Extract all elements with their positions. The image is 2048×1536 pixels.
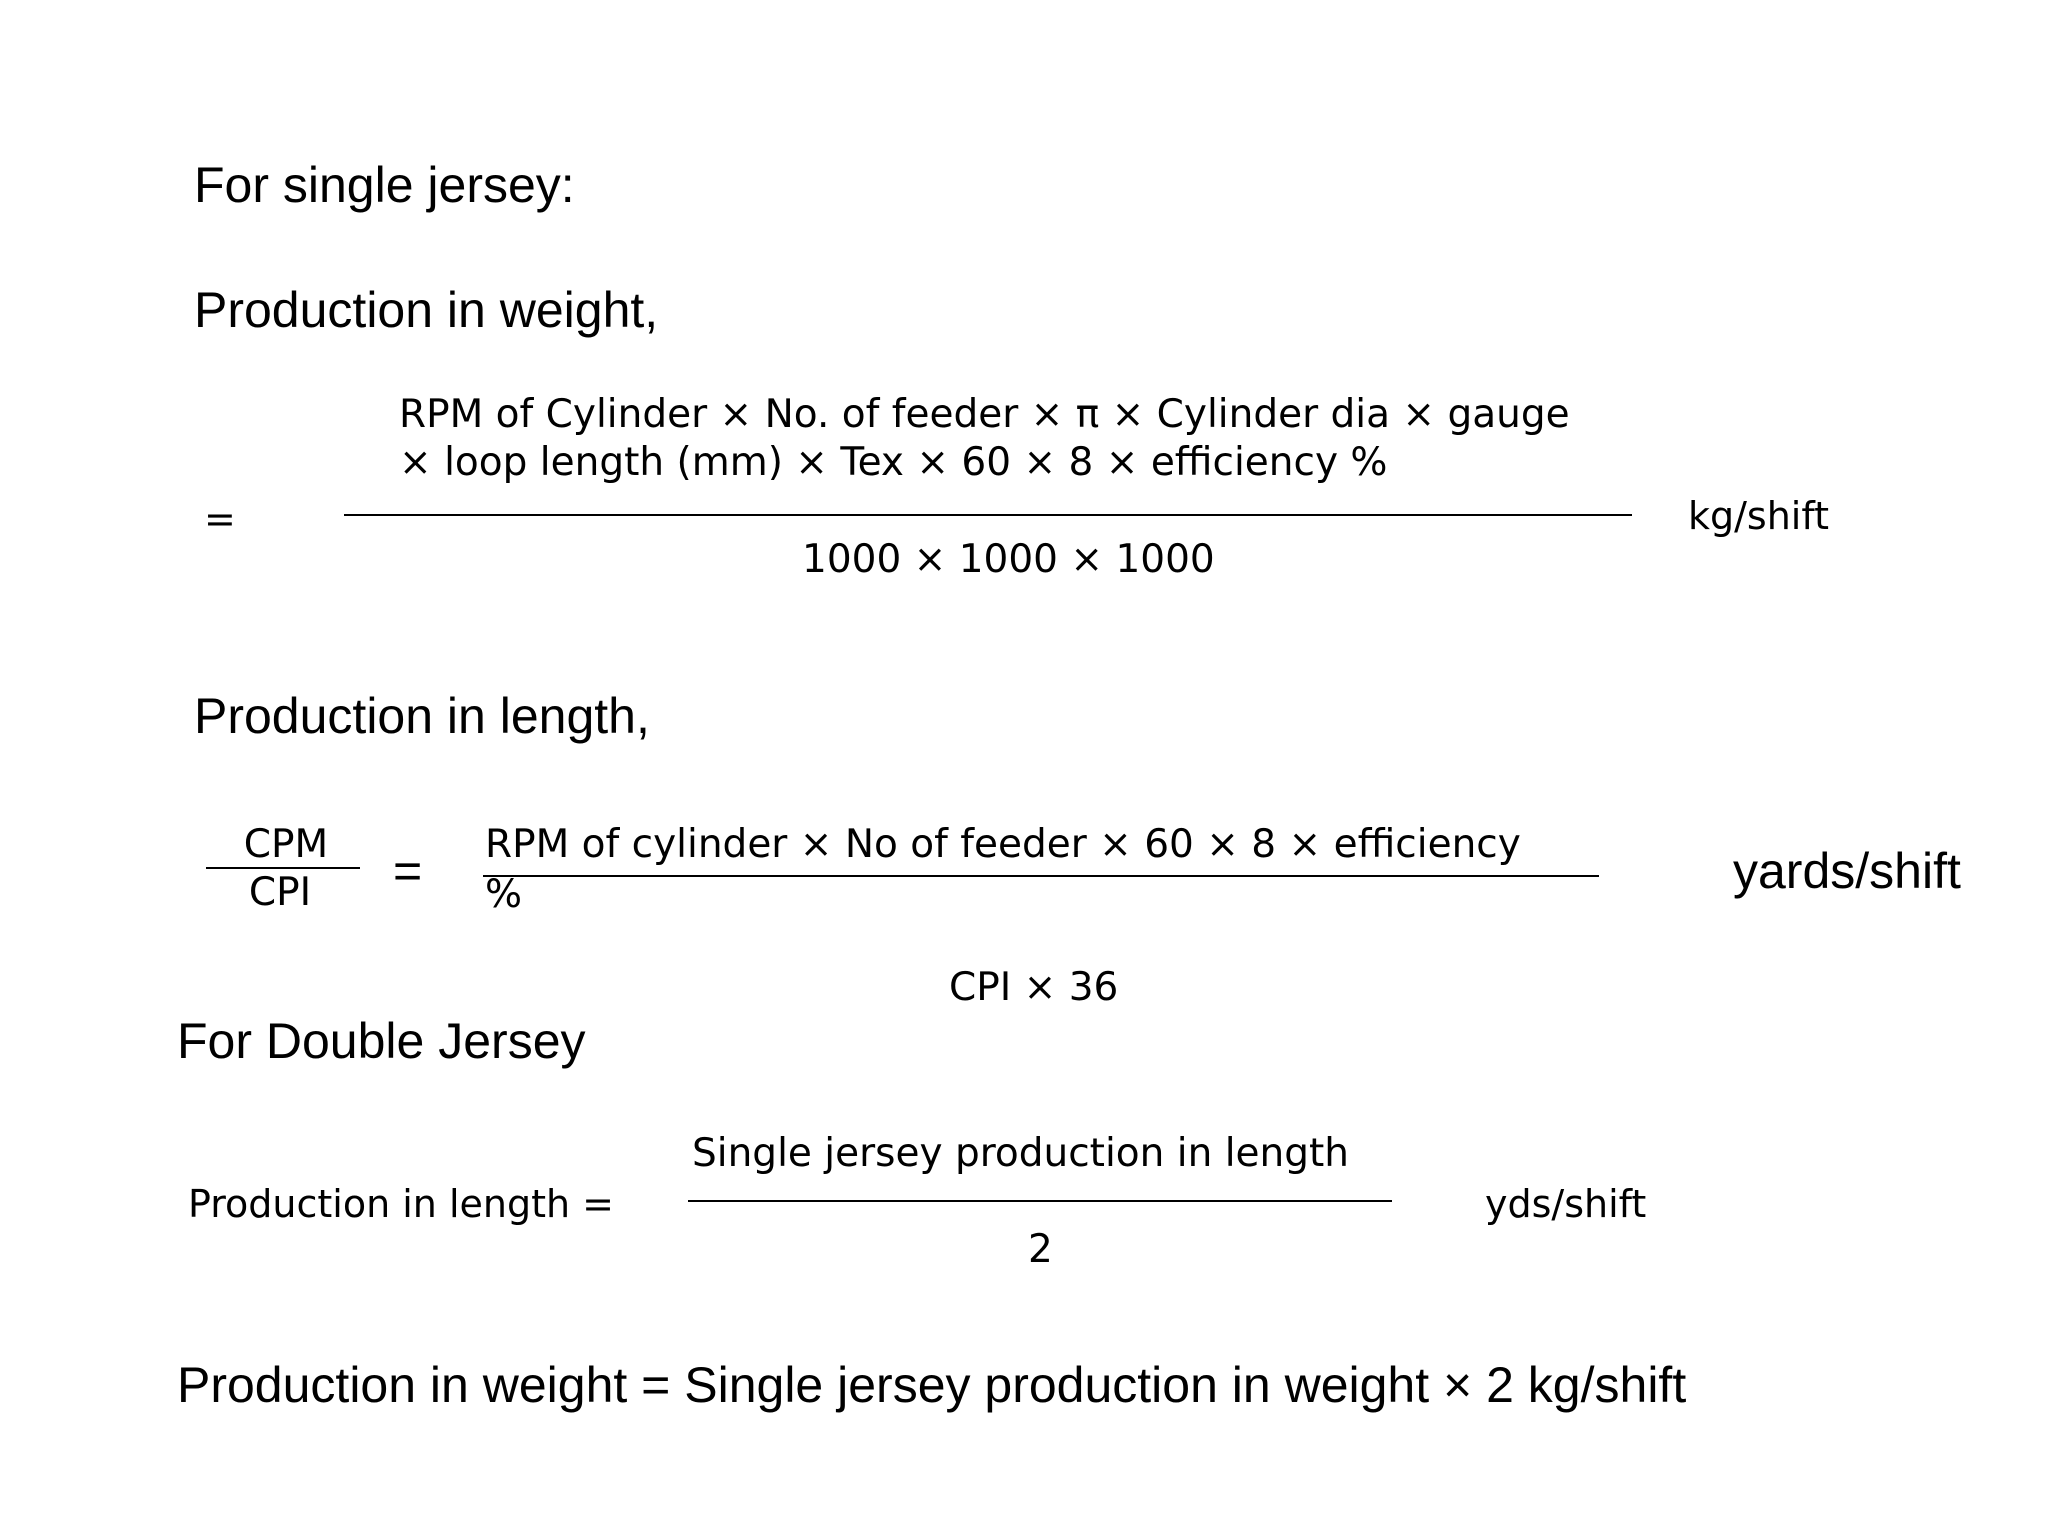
length-fraction-bar xyxy=(483,875,1599,877)
weight-numerator-line2: × loop length (mm) × Tex × 60 × 8 × efficiency % xyxy=(399,440,1388,485)
double-denominator: 2 xyxy=(1028,1227,1053,1272)
length-unit: yards/shift xyxy=(1733,843,1961,899)
single-jersey-heading: For single jersey: xyxy=(194,157,575,213)
cpm-label: CPM xyxy=(243,822,329,867)
cpm-cpi-fraction-bar xyxy=(206,867,360,869)
double-length-unit: yds/shift xyxy=(1485,1182,1647,1226)
length-numerator-line2: % xyxy=(485,872,523,917)
length-numerator-line1: RPM of cylinder × No of feeder × 60 × 8 × efficiency xyxy=(485,822,1521,867)
weight-numerator-line1: RPM of Cylinder × No. of feeder × π × Cylinder dia × gauge xyxy=(399,392,1570,437)
weight-unit: kg/shift xyxy=(1688,494,1829,538)
double-jersey-heading: For Double Jersey xyxy=(177,1013,586,1069)
weight-equals-sign: = xyxy=(204,497,236,541)
weight-fraction-bar xyxy=(344,514,1632,516)
double-weight-formula: Production in weight = Single jersey production in weight × 2 kg/shift xyxy=(177,1357,1687,1413)
double-length-label: Production in length = xyxy=(188,1182,615,1226)
weight-denominator: 1000 × 1000 × 1000 xyxy=(802,537,1215,582)
production-length-heading: Production in length, xyxy=(194,688,650,744)
length-denominator: CPI × 36 xyxy=(949,965,1119,1010)
double-fraction-bar xyxy=(688,1200,1392,1202)
cpi-label: CPI xyxy=(248,870,312,915)
length-equals-sign: = xyxy=(393,843,423,899)
production-weight-heading: Production in weight, xyxy=(194,282,659,338)
double-numerator: Single jersey production in length xyxy=(692,1131,1350,1176)
